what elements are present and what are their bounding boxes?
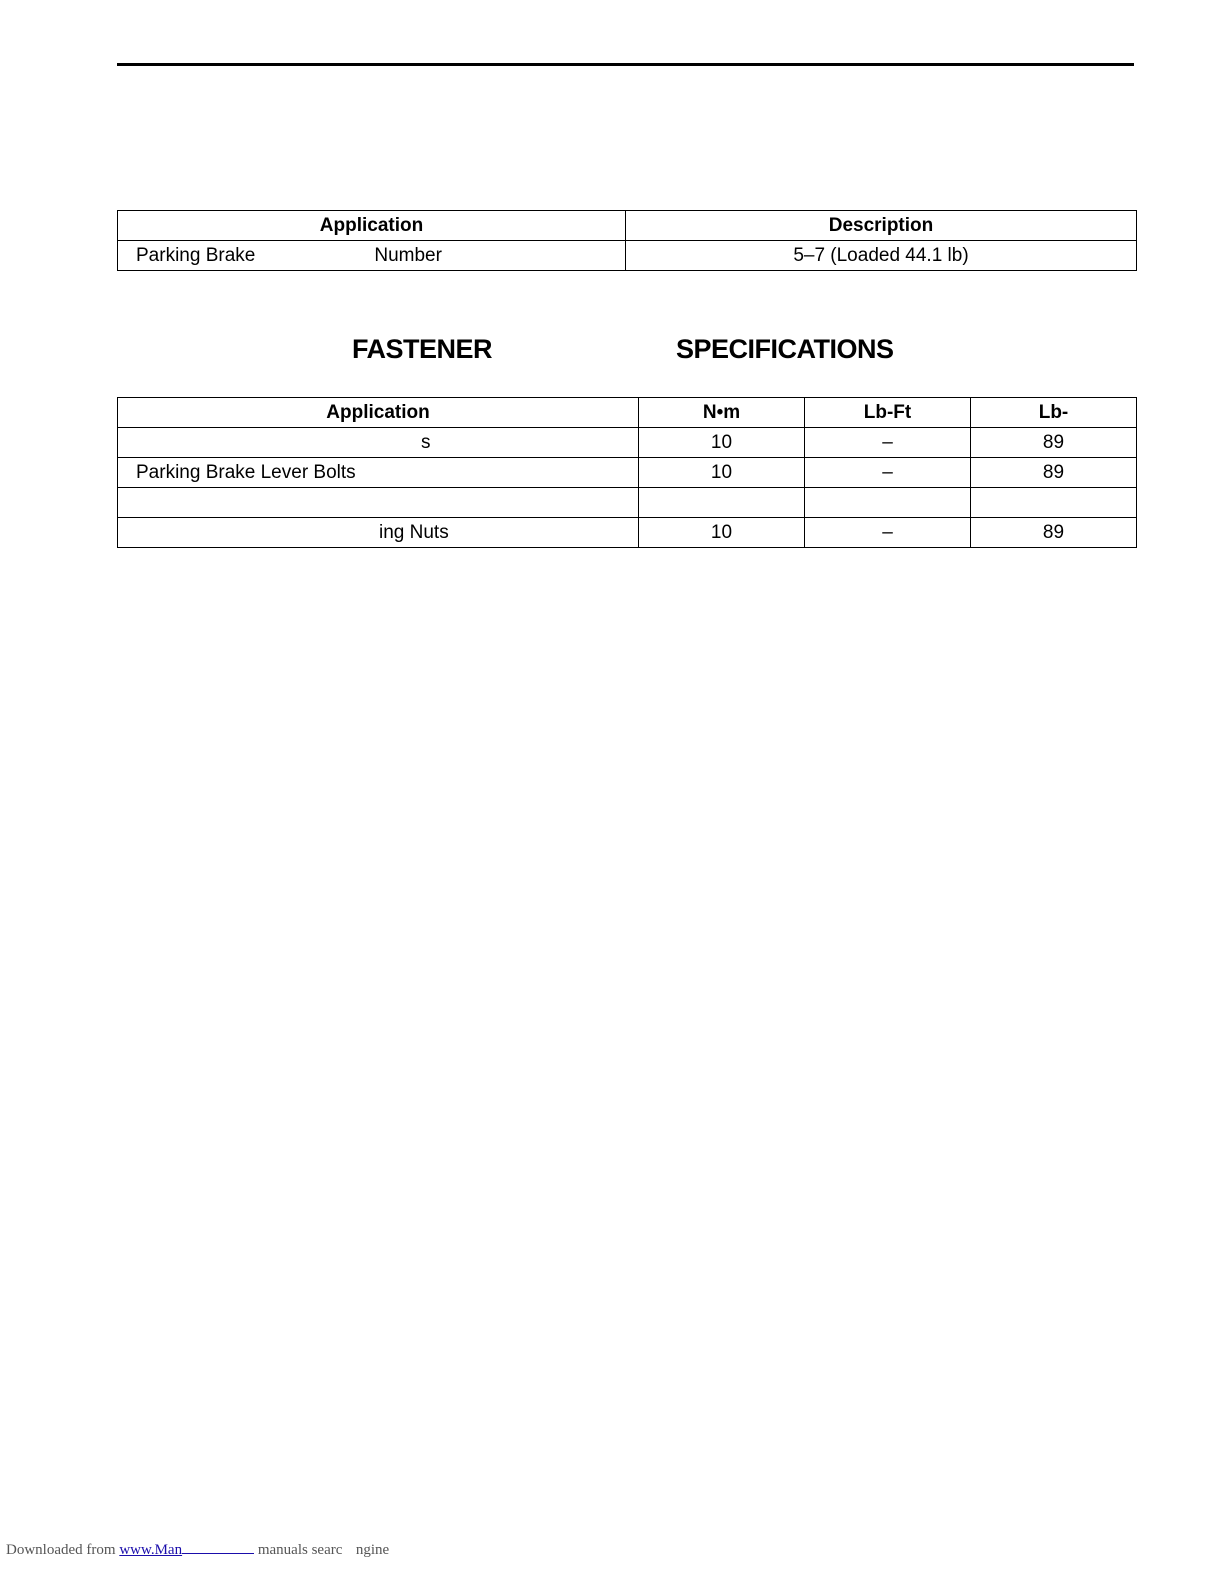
application-text-part1: Parking Brake (136, 245, 256, 266)
footer-link[interactable]: www.Man (119, 1542, 183, 1558)
column-header-nm: N•m (639, 398, 805, 428)
fastener-specifications-table (117, 397, 1137, 548)
column-header-lb-in: Lb- (971, 398, 1137, 428)
cell-lb-ft: – (805, 518, 971, 548)
footer-link-underline (182, 1552, 254, 1554)
application-text: s (421, 432, 431, 453)
cell-lb-ft: – (805, 428, 971, 458)
section-title-fastener: FASTENER (352, 334, 493, 364)
application-text-part2: Number (374, 245, 442, 266)
footer-prefix: Downloaded from (6, 1542, 116, 1558)
cell-lb-in (971, 488, 1137, 518)
footer-suffix-2: ngine (355, 1542, 390, 1558)
cell-lb-ft: – (805, 458, 971, 488)
application-text: ing Nuts (379, 522, 449, 543)
cell-application (118, 518, 639, 548)
download-footer (6, 1542, 389, 1559)
cell-lb-in: 89 (971, 428, 1137, 458)
cell-lb-in: 89 (971, 458, 1137, 488)
table-row (118, 458, 1137, 488)
cell-lb-ft (805, 488, 971, 518)
cell-nm (639, 488, 805, 518)
table-header-row (118, 398, 1137, 428)
cell-description: 5–7 (Loaded 44.1 lb) (626, 241, 1137, 271)
cell-nm: 10 (639, 458, 805, 488)
table-header-row (118, 211, 1137, 241)
column-header-application: Application (118, 398, 639, 428)
column-header-application: Application (118, 211, 626, 241)
table-row (118, 518, 1137, 548)
footer-suffix-1: manuals searc (257, 1542, 343, 1558)
column-header-description: Description (626, 211, 1137, 241)
section-title-specifications: SPECIFICATIONS (676, 334, 894, 364)
specification-table (117, 210, 1137, 271)
column-header-lb-ft: Lb-Ft (805, 398, 971, 428)
cell-nm: 10 (639, 428, 805, 458)
cell-lb-in: 89 (971, 518, 1137, 548)
cell-application (118, 488, 639, 518)
cell-application (118, 241, 626, 271)
cell-nm: 10 (639, 518, 805, 548)
cell-application: Parking Brake Lever Bolts (118, 458, 639, 488)
header-rule (117, 63, 1134, 66)
table-row (118, 488, 1137, 518)
table-row (118, 428, 1137, 458)
table-row (118, 241, 1137, 271)
cell-application (118, 428, 639, 458)
